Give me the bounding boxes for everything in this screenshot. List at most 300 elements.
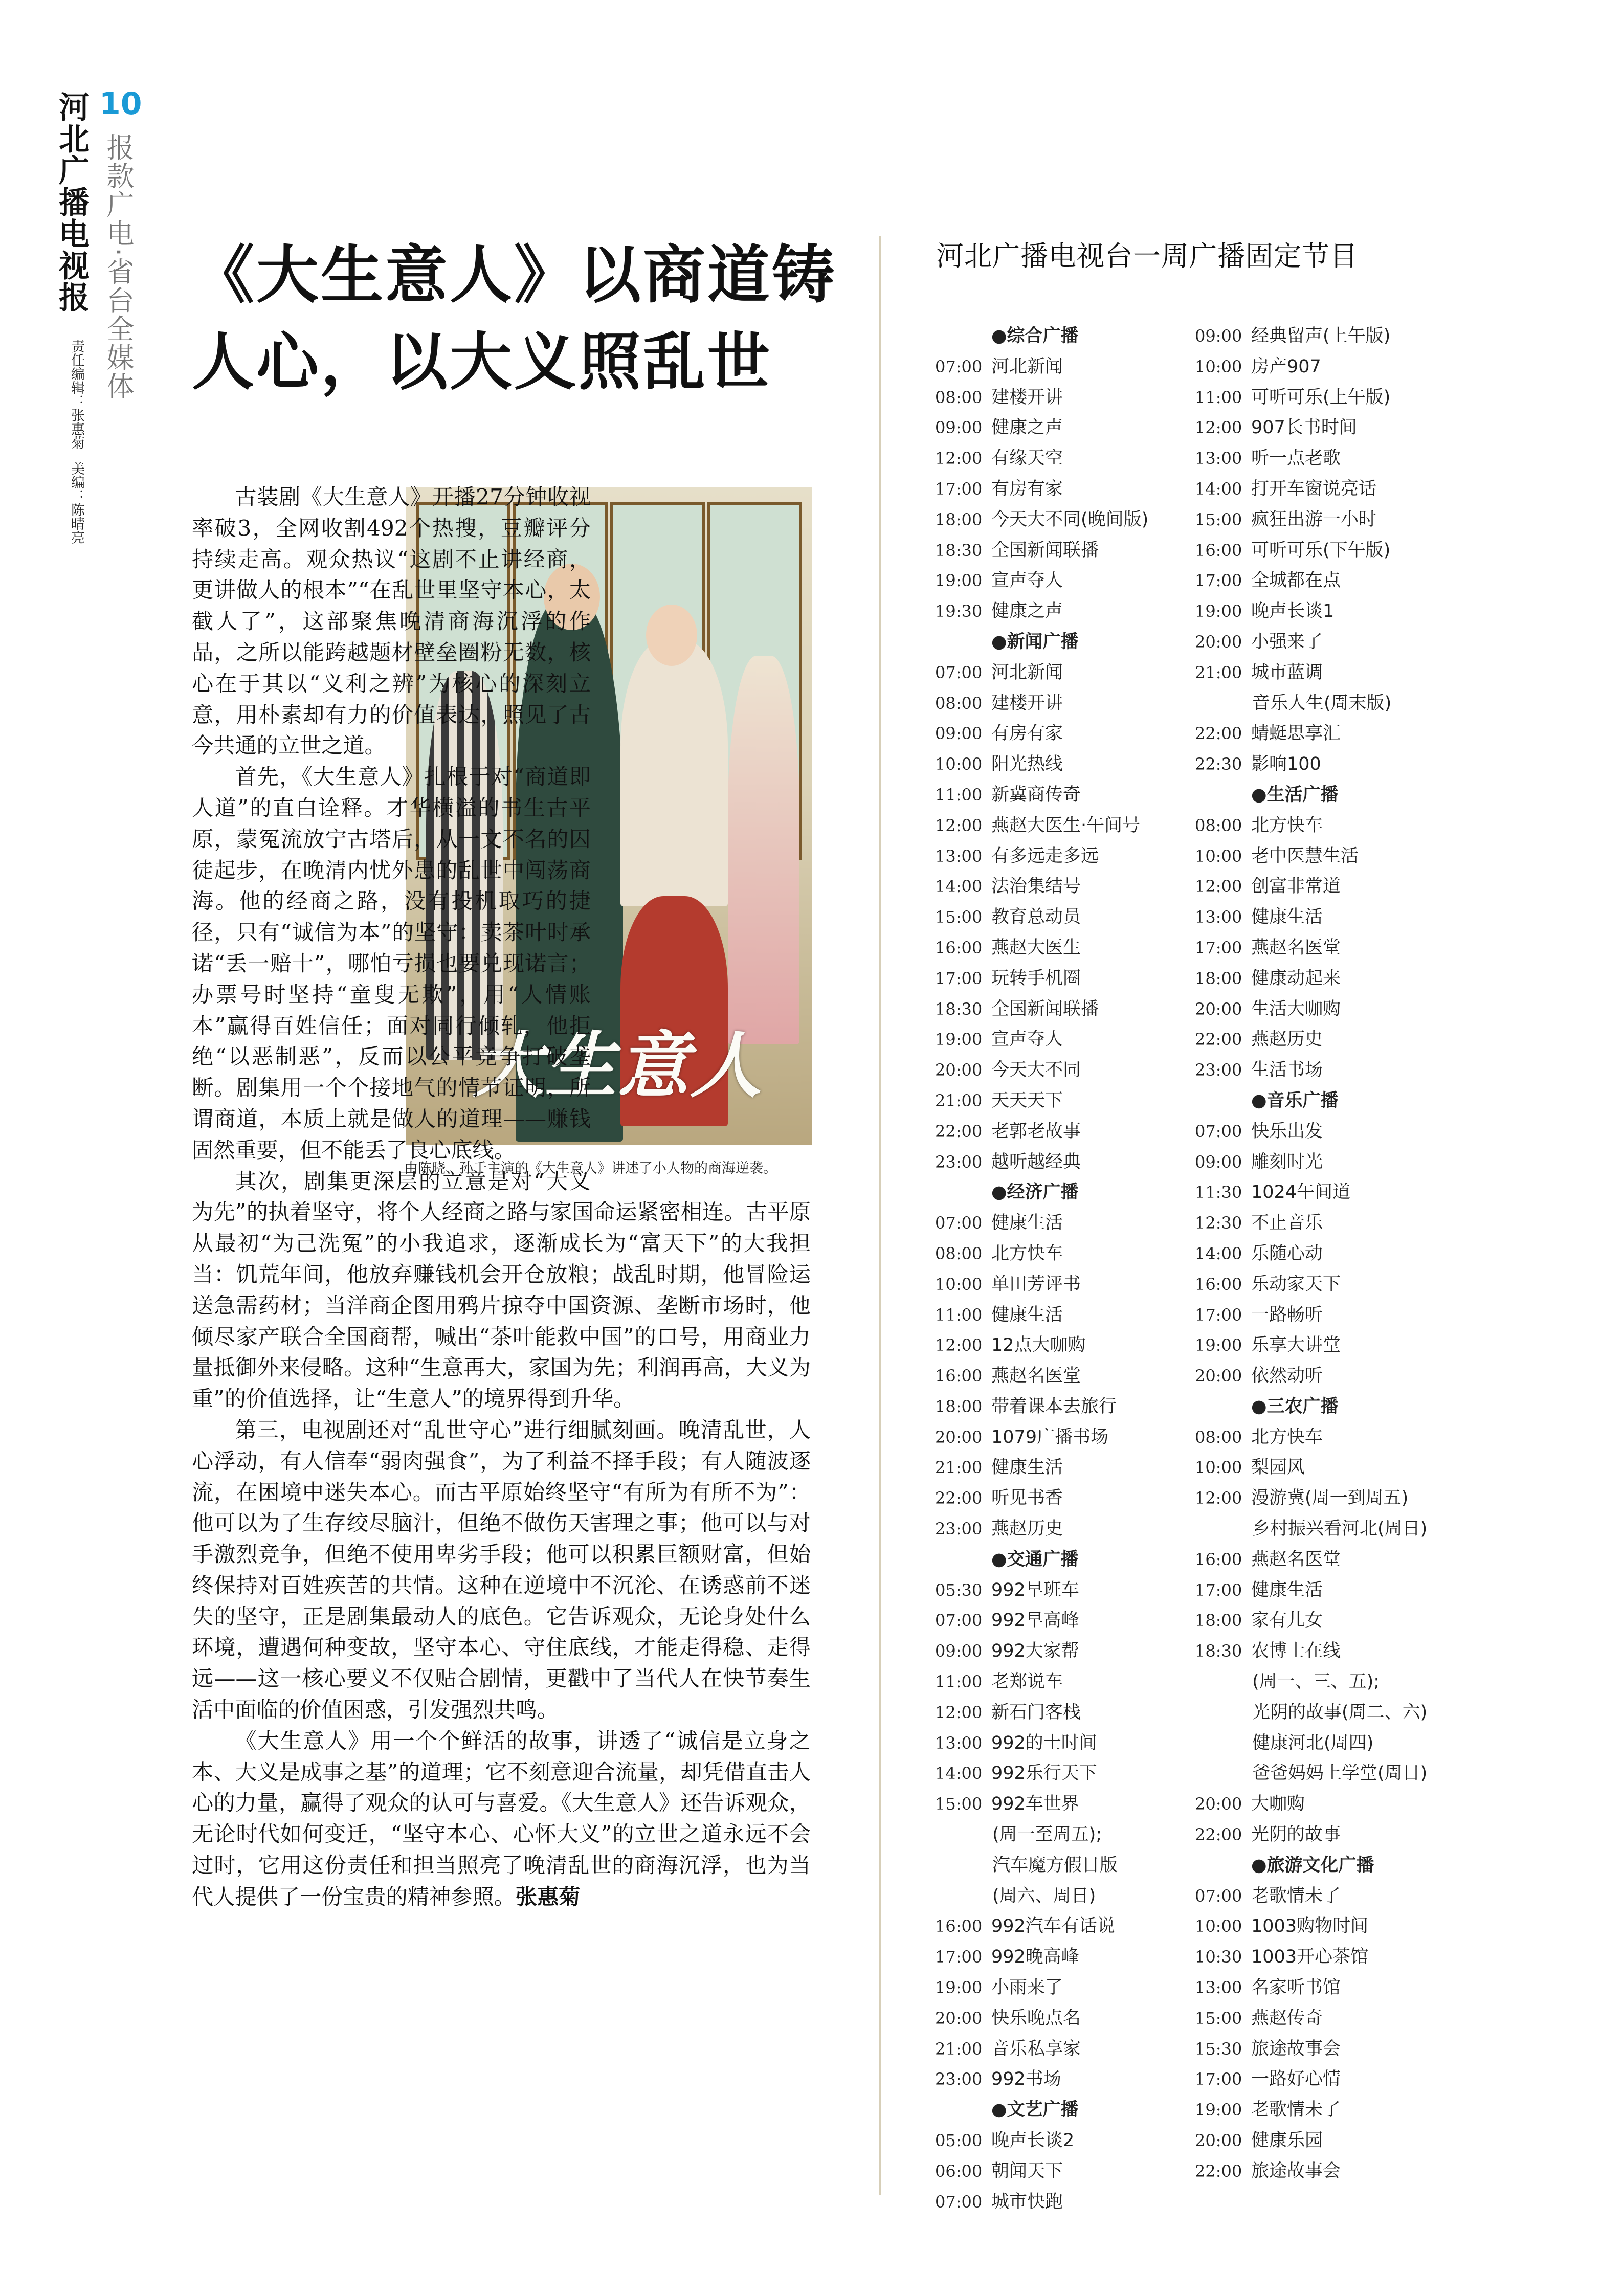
program-time: 20:00 <box>935 2008 983 2028</box>
article-paragraph <box>192 1726 811 1913</box>
program-time: 18:30 <box>1195 1641 1242 1661</box>
program-row <box>1195 902 1461 933</box>
program-time: 08:00 <box>935 693 983 713</box>
program-name: 老中医慧生活 <box>1251 845 1359 866</box>
program-name: 光阴的故事(周二、六) <box>1252 1702 1428 1723</box>
program-name: 名家听书馆 <box>1251 1977 1341 1998</box>
program-name: 蜻蜓思享汇 <box>1251 723 1341 744</box>
program-time: 09:00 <box>1195 326 1242 346</box>
program-name: 992乐行天下 <box>991 1763 1097 1784</box>
program-row <box>1195 1117 1461 1147</box>
program-time: 11:00 <box>935 1672 983 1692</box>
article-paragraph: 首先，《大生意人》扎根于对“商道即人道”的直白诠释。才华横溢的书生古平原，蒙冤流放宁古塔后，从一文不名的囚徒起步，在晚清内忧外患的乱世中闯荡商海。他的经商之路，没有投机取巧的捷径，只有“诚信为本”的坚守：卖茶叶时承诺“丢一赔十”，哪怕亏损也要兑现诺言；办票号时坚持“童叟无欺”，用“人情账本”赢得百姓信任；面对同行倾轧，他拒绝“以恶制恶”，反而以公平竞争打破垄断。剧集用一个个接地气的情节证明，所谓商道，本质上就是做人的道理——赚钱固然重要，但不能丢了良心底线。 <box>192 764 591 1163</box>
program-time: 15:00 <box>935 907 983 927</box>
program-name: 今天大不同(晚间版) <box>991 509 1149 530</box>
program-row <box>935 1392 1186 1422</box>
station-heading: ●综合广播 <box>991 326 1079 346</box>
program-name: 小雨来了 <box>991 1977 1063 1998</box>
program-row <box>1195 1453 1461 1483</box>
program-name: 老郑说车 <box>991 1671 1063 1692</box>
program-name: 听一点老歌 <box>1251 448 1341 469</box>
program-time: 22:00 <box>1195 1030 1242 1050</box>
headline-line-2: 人心，以大义照乱世 <box>192 325 772 398</box>
program-time: 09:00 <box>935 418 983 438</box>
program-name: 健康之声 <box>991 601 1063 622</box>
station-heading: ●生活广播 <box>1251 784 1339 805</box>
program-name: 带着课本去旅行 <box>991 1396 1117 1417</box>
program-row <box>1195 1881 1461 1912</box>
program-time: 10:00 <box>1195 356 1242 376</box>
program-name: 影响100 <box>1251 754 1321 775</box>
program-name: 老歌情未了 <box>1251 2100 1341 2121</box>
program-name: 教育总动员 <box>991 907 1081 928</box>
program-name: 打开车窗说亮话 <box>1251 478 1377 499</box>
program-name: 雕刻时光 <box>1251 1151 1323 1172</box>
program-row <box>935 1758 1186 1789</box>
program-time: 19:00 <box>935 571 983 591</box>
program-name: 1079广播书场 <box>991 1426 1109 1447</box>
program-name: 阳光热线 <box>991 754 1063 775</box>
program-name: 燕赵大医生·午间号 <box>991 815 1141 836</box>
program-time: 10:00 <box>1195 846 1242 866</box>
program-row <box>1195 1422 1461 1453</box>
program-time: 20:00 <box>1195 1794 1242 1814</box>
program-row <box>935 1973 1186 2003</box>
program-name: 今天大不同 <box>991 1060 1081 1081</box>
program-row <box>935 994 1186 1025</box>
program-name: 家有儿女 <box>1251 1610 1323 1631</box>
program-row <box>1195 1545 1461 1575</box>
program-row <box>935 1269 1186 1300</box>
program-row <box>1195 1911 1461 1942</box>
program-time: 21:00 <box>1195 662 1242 682</box>
program-time: 13:00 <box>1195 907 1242 927</box>
program-row <box>1195 658 1461 688</box>
program-name: 新冀商传奇 <box>991 784 1081 805</box>
program-name: 城市快跑 <box>991 2191 1063 2212</box>
program-row <box>1195 1820 1461 1851</box>
program-name: (周一至周五); <box>992 1824 1102 1845</box>
program-time: 12:00 <box>1195 877 1242 897</box>
program-time: 16:00 <box>1195 1549 1242 1569</box>
program-row <box>1195 1483 1461 1514</box>
program-row <box>935 1851 1186 1881</box>
program-row <box>1195 383 1461 413</box>
station-heading: ●文艺广播 <box>991 2100 1079 2121</box>
program-name: 快乐晚点名 <box>991 2008 1081 2028</box>
photo-caption: 由陈晓、孙千主演的《大生意人》讲述了小人物的商海逆袭。 <box>404 1161 777 1176</box>
program-row <box>1195 1147 1461 1178</box>
program-row <box>1195 1973 1461 2003</box>
program-row <box>1195 1330 1461 1361</box>
program-row <box>1195 1208 1461 1239</box>
program-time: 23:00 <box>935 1152 983 1172</box>
program-name: 老歌情未了 <box>1251 1885 1341 1906</box>
program-name: 健康生活 <box>991 1457 1063 1478</box>
program-name: 全国新闻联播 <box>991 540 1099 561</box>
program-row <box>935 1086 1186 1117</box>
program-time: 22:00 <box>1195 2161 1242 2181</box>
program-time: 07:00 <box>935 1213 983 1233</box>
program-time: 17:00 <box>1195 1580 1242 1600</box>
program-row <box>935 933 1186 964</box>
newspaper-name: 河北广播电视报 <box>54 91 90 313</box>
program-time: 12:00 <box>1195 1488 1242 1508</box>
program-row <box>935 2064 1186 2095</box>
program-time: 17:00 <box>1195 571 1242 591</box>
program-time: 19:00 <box>1195 1335 1242 1355</box>
program-row <box>935 383 1186 413</box>
program-name: 一路好心情 <box>1251 2069 1341 2090</box>
program-name: 燕赵传奇 <box>1251 2008 1323 2028</box>
program-row <box>1195 413 1461 443</box>
program-name: 北方快车 <box>1251 815 1323 836</box>
program-name: 1003购物时间 <box>1251 1916 1369 1937</box>
headline-line-1: 《大生意人》以商道铸 <box>192 238 836 311</box>
program-time: 08:00 <box>935 1243 983 1263</box>
program-time: 19:30 <box>935 601 983 621</box>
program-time: 13:00 <box>1195 449 1242 469</box>
program-row <box>935 443 1186 474</box>
schedule-column-1 <box>935 321 1186 2217</box>
program-row <box>935 1820 1186 1851</box>
program-row <box>1195 1024 1461 1055</box>
program-time: 13:00 <box>1195 1978 1242 1998</box>
program-row <box>1195 627 1461 658</box>
program-row <box>1195 505 1461 536</box>
program-row <box>935 2156 1186 2187</box>
program-time: 11:00 <box>935 785 983 805</box>
program-row <box>935 474 1186 505</box>
program-name: 992的士时间 <box>991 1732 1097 1753</box>
program-time: 20:00 <box>1195 1366 1242 1386</box>
program-time: 16:00 <box>935 1366 983 1386</box>
program-row <box>935 413 1186 443</box>
program-time: 14:00 <box>1195 1243 1242 1263</box>
program-row <box>935 1483 1186 1514</box>
program-time: 10:30 <box>1195 1947 1242 1967</box>
program-time: 19:00 <box>1195 601 1242 621</box>
program-row <box>1195 1758 1461 1789</box>
program-name: 疯狂出游一小时 <box>1251 509 1377 530</box>
program-name: 光阴的故事 <box>1251 1824 1341 1845</box>
schedule-title: 河北广播电视台一周广播固定节目 <box>936 240 1358 272</box>
program-time: 18:00 <box>1195 968 1242 988</box>
program-row <box>935 1330 1186 1361</box>
program-name: 992早班车 <box>991 1579 1079 1600</box>
program-name: 河北新闻 <box>991 662 1063 683</box>
program-row <box>1195 1606 1461 1636</box>
program-row <box>1195 994 1461 1025</box>
program-name: 梨园风 <box>1251 1457 1305 1478</box>
program-name: 生活大咖购 <box>1251 998 1341 1019</box>
program-name: 健康生活 <box>1251 907 1323 928</box>
program-time: 18:00 <box>935 1396 983 1416</box>
program-row <box>935 1575 1186 1606</box>
program-row <box>935 811 1186 841</box>
program-name: 城市蓝调 <box>1251 662 1323 683</box>
program-row <box>935 872 1186 902</box>
program-name: 燕赵名医堂 <box>1251 937 1341 958</box>
program-row <box>935 1422 1186 1453</box>
program-name: 全城都在点 <box>1251 570 1341 591</box>
program-name: 宣声夺人 <box>991 1029 1063 1050</box>
program-name: 有缘天空 <box>991 448 1063 469</box>
program-name: 健康生活 <box>991 1213 1063 1234</box>
program-time: 16:00 <box>1195 1274 1242 1294</box>
program-time: 06:00 <box>935 2161 983 2181</box>
program-name: 晚声长谈2 <box>991 2130 1075 2151</box>
program-name: 燕赵名医堂 <box>1251 1549 1341 1570</box>
program-name: 建楼开讲 <box>991 693 1063 714</box>
designer-name: 美编：陈晴亮 <box>69 461 84 544</box>
article-paragraph: 其次，剧集更深层的立意是对“大义为先”的执着坚守，将个人经商之路与家国命运紧密相连。古平原从最初“为己洗冤”的小我追求，逐渐成长为“富天下”的大我担当：饥荒年间，他放弃赚钱机会开仓放粮；战乱时期，他冒险运送急需药材；当洋商企图用鸦片掠夺中国资源、垄断市场时，他倾尽家产联合全国商帮，喊出“茶叶能救中国”的口号，用商业力量抵御外来侵略。这种“生意再大，家国为先；利润再高，大义为重”的价值选择，让“生意人”的境界得到升华。 <box>192 1168 811 1412</box>
program-name: 房产907 <box>1251 356 1321 377</box>
program-time: 10:00 <box>935 1274 983 1294</box>
program-time: 12:00 <box>935 1335 983 1355</box>
program-name: (周一、三、五); <box>1252 1671 1380 1692</box>
program-time: 12:30 <box>1195 1213 1242 1233</box>
program-name: 旅途故事会 <box>1251 2160 1341 2181</box>
program-time: 17:00 <box>1195 1305 1242 1325</box>
program-name: 燕赵大医生 <box>991 937 1081 958</box>
program-name: 健康生活 <box>1251 1579 1323 1600</box>
program-time: 16:00 <box>935 1916 983 1936</box>
program-name: 玩转手机圈 <box>991 968 1081 989</box>
program-time: 14:00 <box>935 877 983 897</box>
program-name: 燕赵历史 <box>1251 1029 1323 1050</box>
article-paragraph: 第三，电视剧还对“乱世守心”进行细腻刻画。晚清乱世，人心浮动，有人信奉“弱肉强食”，为了利益不择手段；有人随波逐流，在困境中迷失本心。而古平原始终坚守“有所为有所不为”：他可以为了生存绞尽脑汁，但绝不做伤天害理之事；他可以与对手激烈竞争，但绝不使用卑劣手段；他可以积累巨额财富，但始终保持对百姓疾苦的共情。这种在逆境中不沉沦、在诱惑前不迷失的坚守，正是剧集最动人的底色。它告诉观众，无论身处什么环境，遭遇何种变故，坚守本心、守住底线，才能走得稳、走得远——这一核心要义不仅贴合剧情，更戳中了当代人在快节奏生活中面临的价值困惑，引发强烈共鸣。 <box>192 1417 811 1723</box>
program-name: 健康乐园 <box>1251 2130 1323 2151</box>
program-time: 05:30 <box>935 1580 983 1600</box>
program-time: 15:00 <box>1195 2008 1242 2028</box>
program-time: 18:30 <box>935 999 983 1019</box>
program-row <box>935 1239 1186 1269</box>
program-row <box>1195 719 1461 749</box>
program-row <box>1195 536 1461 566</box>
program-row <box>935 1789 1186 1820</box>
article-body <box>192 482 811 1913</box>
program-row <box>935 2126 1186 2156</box>
program-name: 992车世界 <box>991 1794 1079 1815</box>
program-time: 17:00 <box>935 968 983 988</box>
program-name: 北方快车 <box>991 1243 1063 1264</box>
program-row <box>1195 1698 1461 1728</box>
program-row <box>935 1055 1186 1086</box>
program-name: 音乐私享家 <box>991 2038 1081 2059</box>
program-name: 大咖购 <box>1251 1794 1305 1815</box>
program-row <box>935 841 1186 872</box>
program-row <box>935 1117 1186 1147</box>
program-time: 20:00 <box>1195 2131 1242 2151</box>
program-time: 12:00 <box>1195 418 1242 438</box>
program-time: 18:00 <box>1195 1611 1242 1631</box>
program-row <box>935 1667 1186 1698</box>
program-time: 10:00 <box>1195 1916 1242 1936</box>
program-name: 乐享大讲堂 <box>1251 1335 1341 1356</box>
program-row <box>1195 2126 1461 2156</box>
program-time: 19:00 <box>1195 2100 1242 2120</box>
program-name: 创富非常道 <box>1251 876 1341 897</box>
program-time: 20:00 <box>1195 999 1242 1019</box>
program-row <box>1195 1514 1461 1545</box>
program-row <box>1195 1942 1461 1973</box>
program-time: 11:30 <box>1195 1183 1242 1202</box>
program-time: 14:00 <box>1195 479 1242 499</box>
program-row <box>935 1361 1186 1392</box>
program-row <box>1195 596 1461 627</box>
program-row <box>935 658 1186 688</box>
program-time: 15:30 <box>1195 2039 1242 2059</box>
program-name: 992早高峰 <box>991 1610 1079 1631</box>
program-name: 漫游冀(周一到周五) <box>1251 1488 1409 1509</box>
program-name: 有房有家 <box>991 478 1063 499</box>
program-time: 15:00 <box>935 1794 983 1814</box>
program-time: 10:00 <box>1195 1458 1242 1478</box>
program-time: 13:00 <box>935 846 983 866</box>
program-time: 19:00 <box>935 1978 983 1998</box>
program-name: 河北新闻 <box>991 356 1063 377</box>
program-row <box>1195 1361 1461 1392</box>
program-row <box>935 1514 1186 1545</box>
program-row <box>1195 2034 1461 2065</box>
program-name: 健康生活 <box>991 1304 1063 1325</box>
program-row <box>935 902 1186 933</box>
program-time: 16:00 <box>1195 540 1242 560</box>
program-row <box>935 566 1186 596</box>
program-time: 09:00 <box>1195 1152 1242 1172</box>
editor-name: 责任编辑：张惠菊 <box>69 339 84 450</box>
column-divider <box>879 236 881 2195</box>
program-name: 乐动家天下 <box>1251 1274 1341 1295</box>
program-row <box>935 749 1186 780</box>
program-row <box>1195 749 1461 780</box>
program-time: 12:00 <box>935 815 983 835</box>
program-row <box>1195 2095 1461 2126</box>
program-row <box>935 1881 1186 1912</box>
program-name: 992汽车有话说 <box>991 1916 1115 1937</box>
program-time: 20:00 <box>935 1060 983 1080</box>
program-time: 22:00 <box>1195 1825 1242 1845</box>
program-row <box>1195 1575 1461 1606</box>
program-name: 全国新闻联播 <box>991 998 1099 1019</box>
program-time: 23:00 <box>1195 1060 1242 1080</box>
program-name: 经典留声(上午版) <box>1251 326 1391 346</box>
station-heading: ●旅游文化广播 <box>1251 1855 1374 1876</box>
program-name: 北方快车 <box>1251 1426 1323 1447</box>
program-row <box>935 1698 1186 1728</box>
program-name: 小强来了 <box>1251 631 1323 652</box>
program-row <box>935 688 1186 719</box>
program-name: 健康河北(周四) <box>1252 1732 1374 1753</box>
program-row <box>1195 872 1461 902</box>
program-row <box>1195 321 1461 352</box>
program-name: 生活书场 <box>1251 1060 1323 1081</box>
program-time: 11:00 <box>1195 387 1242 407</box>
program-time: 11:00 <box>935 1305 983 1325</box>
program-time: 21:00 <box>935 2039 983 2059</box>
program-time: 09:00 <box>935 1641 983 1661</box>
program-row <box>1195 1300 1461 1331</box>
program-time: 22:00 <box>935 1121 983 1141</box>
program-time: 18:30 <box>935 540 983 560</box>
program-time: 09:00 <box>935 724 983 744</box>
program-row <box>935 1911 1186 1942</box>
program-time: 20:00 <box>935 1427 983 1447</box>
program-row <box>935 505 1186 536</box>
program-name: 朝闻天下 <box>991 2160 1063 2181</box>
program-name: 健康之声 <box>991 417 1063 438</box>
program-time: 12:00 <box>935 449 983 469</box>
program-row <box>935 1300 1186 1331</box>
program-name: 越听越经典 <box>991 1151 1081 1172</box>
program-name: 健康动起来 <box>1251 968 1341 989</box>
program-name: 乐随心动 <box>1251 1243 1323 1264</box>
program-time: 22:30 <box>1195 754 1242 774</box>
program-row <box>1195 1728 1461 1759</box>
program-name: 可听可乐(下午版) <box>1251 540 1391 561</box>
program-row <box>1195 1239 1461 1269</box>
program-row <box>1195 841 1461 872</box>
program-name: 老郭老故事 <box>991 1121 1081 1142</box>
program-name: 建楼开讲 <box>991 387 1063 408</box>
masthead <box>54 86 188 551</box>
program-name: 可听可乐(上午版) <box>1251 387 1391 408</box>
program-time: 07:00 <box>935 2192 983 2212</box>
program-time: 17:00 <box>1195 2069 1242 2089</box>
program-row <box>1195 1177 1461 1208</box>
program-row <box>935 964 1186 994</box>
program-name: (周六、周日) <box>992 1885 1096 1906</box>
program-name: 旅途故事会 <box>1251 2038 1341 2059</box>
program-time: 07:00 <box>935 356 983 376</box>
program-row <box>935 2187 1186 2218</box>
program-name: 992书场 <box>991 2069 1061 2090</box>
program-name: 乡村振兴看河北(周日) <box>1252 1519 1428 1540</box>
page-number: 10 <box>99 86 142 122</box>
program-time: 08:00 <box>1195 815 1242 835</box>
program-row <box>1195 2064 1461 2095</box>
program-name: 天天天下 <box>991 1090 1063 1111</box>
program-time: 17:00 <box>935 479 983 499</box>
program-name: 1024午间道 <box>1251 1182 1351 1203</box>
program-time: 18:00 <box>935 509 983 529</box>
program-name: 晚声长谈1 <box>1251 601 1335 622</box>
program-row <box>1195 964 1461 994</box>
program-row <box>935 780 1186 811</box>
program-name: 992大家帮 <box>991 1641 1079 1662</box>
program-time: 17:00 <box>935 1947 983 1967</box>
station-heading: ●交通广播 <box>991 1549 1079 1570</box>
article-paragraph: 古装剧《大生意人》开播27分钟收视率破3，全网收割492个热搜，豆瓣评分持续走高。观众热议“这剧不止讲经商，更讲做人的根本”“在乱世里坚守本心，太截人了”，这部聚焦晚清商海沉浮的作品，之所以能跨越题材壁垒圈粉无数，核心在于其以“义利之辨”为核心的深刻立意，用朴素却有力的价值表达，照见了古今共通的立世之道。 <box>192 484 591 759</box>
program-name: 农博士在线 <box>1251 1641 1341 1662</box>
program-row <box>1195 443 1461 474</box>
program-time: 22:00 <box>1195 724 1242 744</box>
program-row <box>935 1606 1186 1636</box>
program-row <box>1195 933 1461 964</box>
program-row <box>1195 566 1461 596</box>
drama-title-logo: 大生意人 <box>472 1024 763 1108</box>
program-time: 21:00 <box>935 1458 983 1478</box>
program-name: 听见书香 <box>991 1488 1063 1509</box>
program-time: 16:00 <box>935 938 983 957</box>
program-row <box>935 1024 1186 1055</box>
program-name: 燕赵历史 <box>991 1519 1063 1540</box>
article-paragraph-text: 《大生意人》用一个个鲜活的故事，讲透了“诚信是立身之本、大义是成事之基”的道理；它不刻意迎合流量，却凭借直击人心的力量，赢得了观众的认可与喜爱。《大生意人》还告诉观众，无论时代如何变迁，“坚守本心、心怀大义”的立世之道永远不会过时，它用这份责任和担当照亮了晚清乱世的商海沉浮，也为当代人提供了一份宝贵的精神参照。 <box>192 1728 811 1909</box>
program-time: 13:00 <box>935 1733 983 1753</box>
program-time: 05:00 <box>935 2131 983 2151</box>
program-row <box>935 352 1186 383</box>
